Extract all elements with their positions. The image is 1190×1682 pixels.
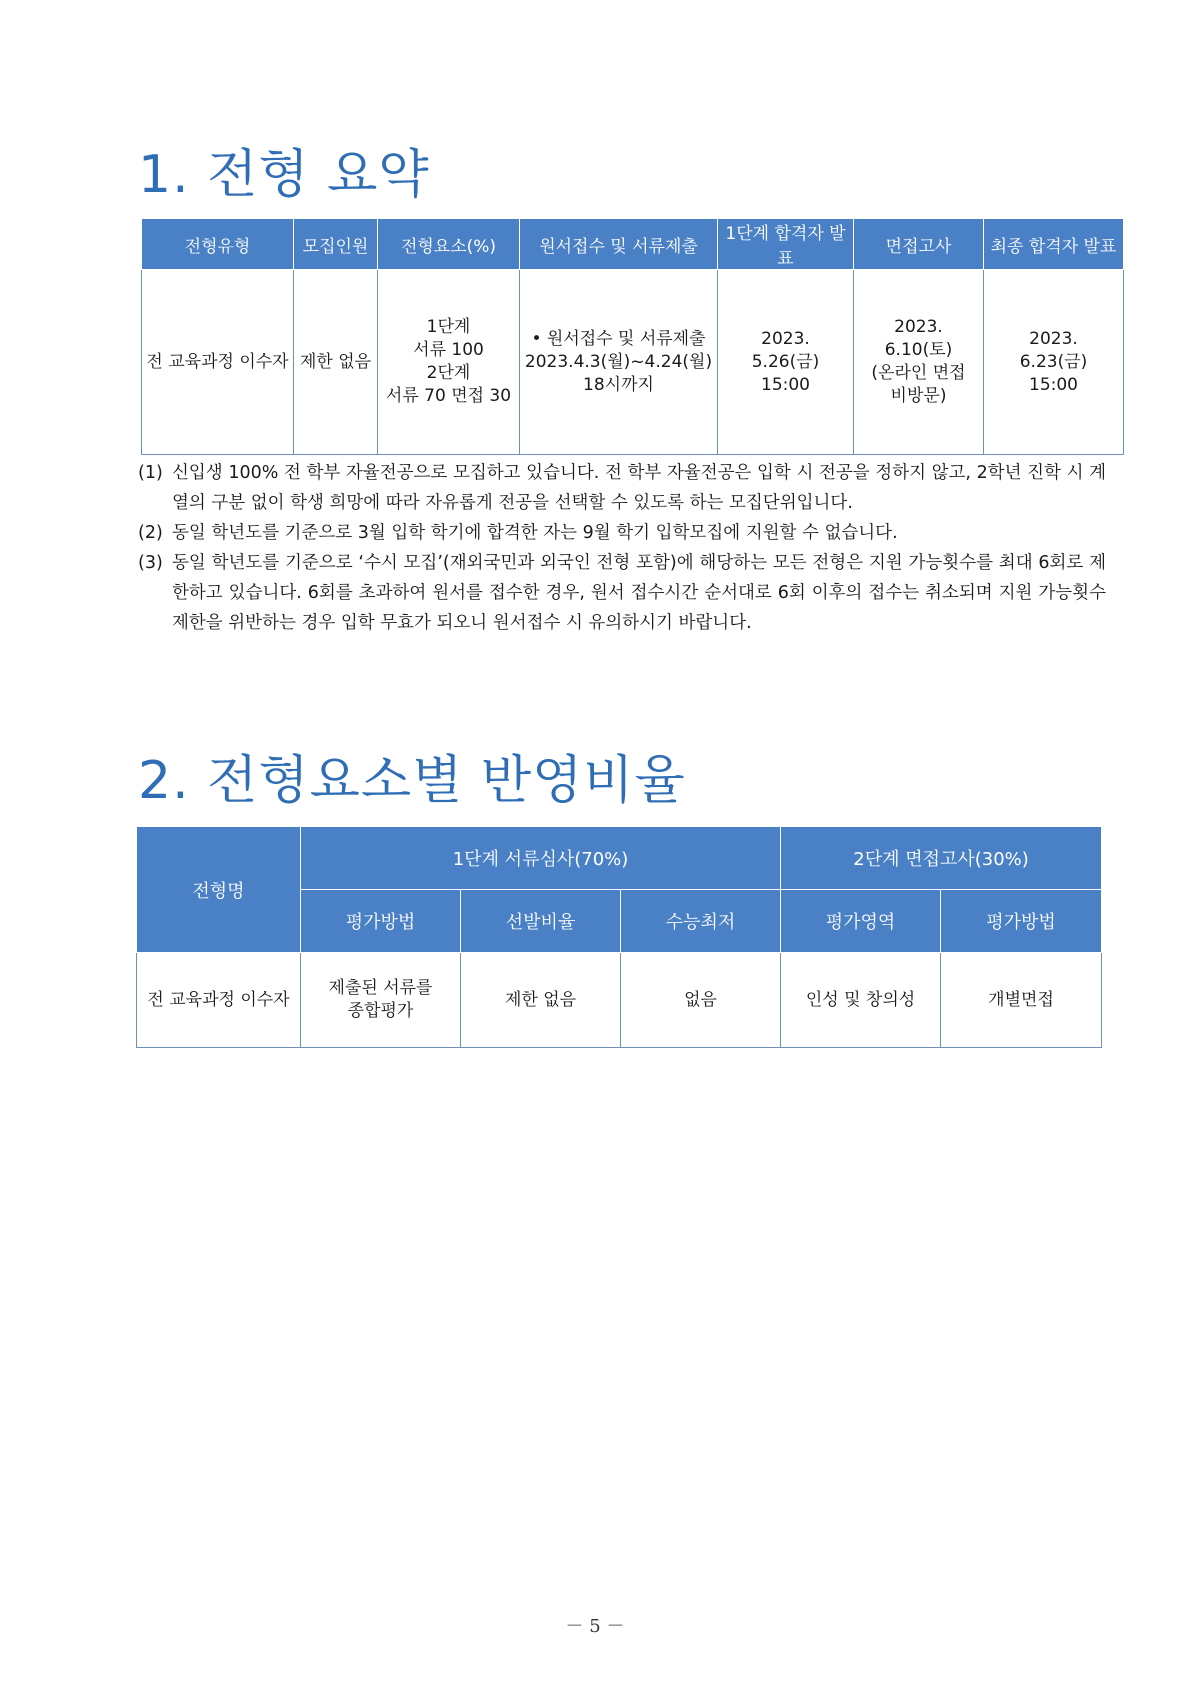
note-item	[138, 548, 1106, 638]
table-cell: 1단계 서류 100 2단계 서류 70 면접 30	[378, 270, 520, 455]
section-title-ratio: 2. 전형요소별 반영비율	[138, 751, 686, 811]
header-cell: 최종 합격자 발표	[984, 219, 1124, 270]
note-text: 동일 학년도를 기준으로 ‘수시 모집’(재외국민과 외국인 전형 포함)에 해당하는 모든 전형은 지원 가능횟수를 최대 6회로 제한하고 있습니다. 6회를 초과하여 원서를 접수한 경우, 원서 접수시간 순서대로 6회 이후의 접수는 취소되며 지원 가능횟수 제한을 위반하는 경우 입학 무효가 되오니 원서접수 시 유의하시기 바랍니다.	[172, 553, 1106, 633]
subheader-cell: 수능최저	[621, 890, 781, 953]
header-cell: 전형요소(%)	[378, 219, 520, 270]
header-cell: 모집인원	[294, 219, 378, 270]
header-cell: 면접고사	[854, 219, 984, 270]
note-number: (1)	[138, 463, 163, 483]
table-cell: 제한 없음	[461, 953, 621, 1048]
header-group-stage2: 2단계 면접고사(30%)	[781, 827, 1102, 890]
table-cell: 개별면접	[941, 953, 1102, 1048]
notes-list	[138, 458, 1106, 638]
table-cell: 2023. 6.10(토) (온라인 면접 비방문)	[854, 270, 984, 455]
header-group-stage1: 1단계 서류심사(70%)	[301, 827, 781, 890]
table-cell: 제한 없음	[294, 270, 378, 455]
table-cell: 인성 및 창의성	[781, 953, 941, 1048]
header-cell-name: 전형명	[137, 827, 301, 953]
header-cell: 원서접수 및 서류제출	[520, 219, 718, 270]
note-number: (2)	[138, 523, 163, 543]
note-item	[138, 518, 1106, 548]
ratio-table	[136, 826, 1102, 1048]
note-number: (3)	[138, 553, 163, 573]
ratio-header-row	[137, 827, 1102, 890]
table-cell: 2023. 5.26(금) 15:00	[718, 270, 854, 455]
subheader-cell: 평가영역	[781, 890, 941, 953]
note-item	[138, 458, 1106, 518]
subheader-cell: 평가방법	[301, 890, 461, 953]
header-cell: 1단계 합격자 발표	[718, 219, 854, 270]
header-cell: 전형유형	[142, 219, 294, 270]
table-cell: 전 교육과정 이수자	[137, 953, 301, 1048]
table-cell: 제출된 서류를 종합평가	[301, 953, 461, 1048]
note-text: 동일 학년도를 기준으로 3월 입학 학기에 합격한 자는 9월 학기 입학모집에 지원할 수 없습니다.	[172, 523, 898, 543]
summary-table	[141, 218, 1124, 455]
table-row	[137, 953, 1102, 1048]
table-cell: 전 교육과정 이수자	[142, 270, 294, 455]
subheader-cell: 평가방법	[941, 890, 1102, 953]
table-cell: 2023. 6.23(금) 15:00	[984, 270, 1124, 455]
note-text: 신입생 100% 전 학부 자율전공으로 모집하고 있습니다. 전 학부 자율전공은 입학 시 전공을 정하지 않고, 2학년 진학 시 계열의 구분 없이 학생 희망에 따라 자유롭게 전공을 선택할 수 있도록 하는 모집단위입니다.	[172, 463, 1106, 513]
table-row	[142, 270, 1124, 455]
summary-header-row	[142, 219, 1124, 270]
page-number: － 5 －	[565, 1616, 625, 1637]
subheader-cell: 선발비율	[461, 890, 621, 953]
section-title-summary: 1. 전형 요약	[138, 145, 430, 205]
table-cell: 없음	[621, 953, 781, 1048]
table-cell: • 원서접수 및 서류제출 2023.4.3(월)~4.24(월) 18시까지	[520, 270, 718, 455]
